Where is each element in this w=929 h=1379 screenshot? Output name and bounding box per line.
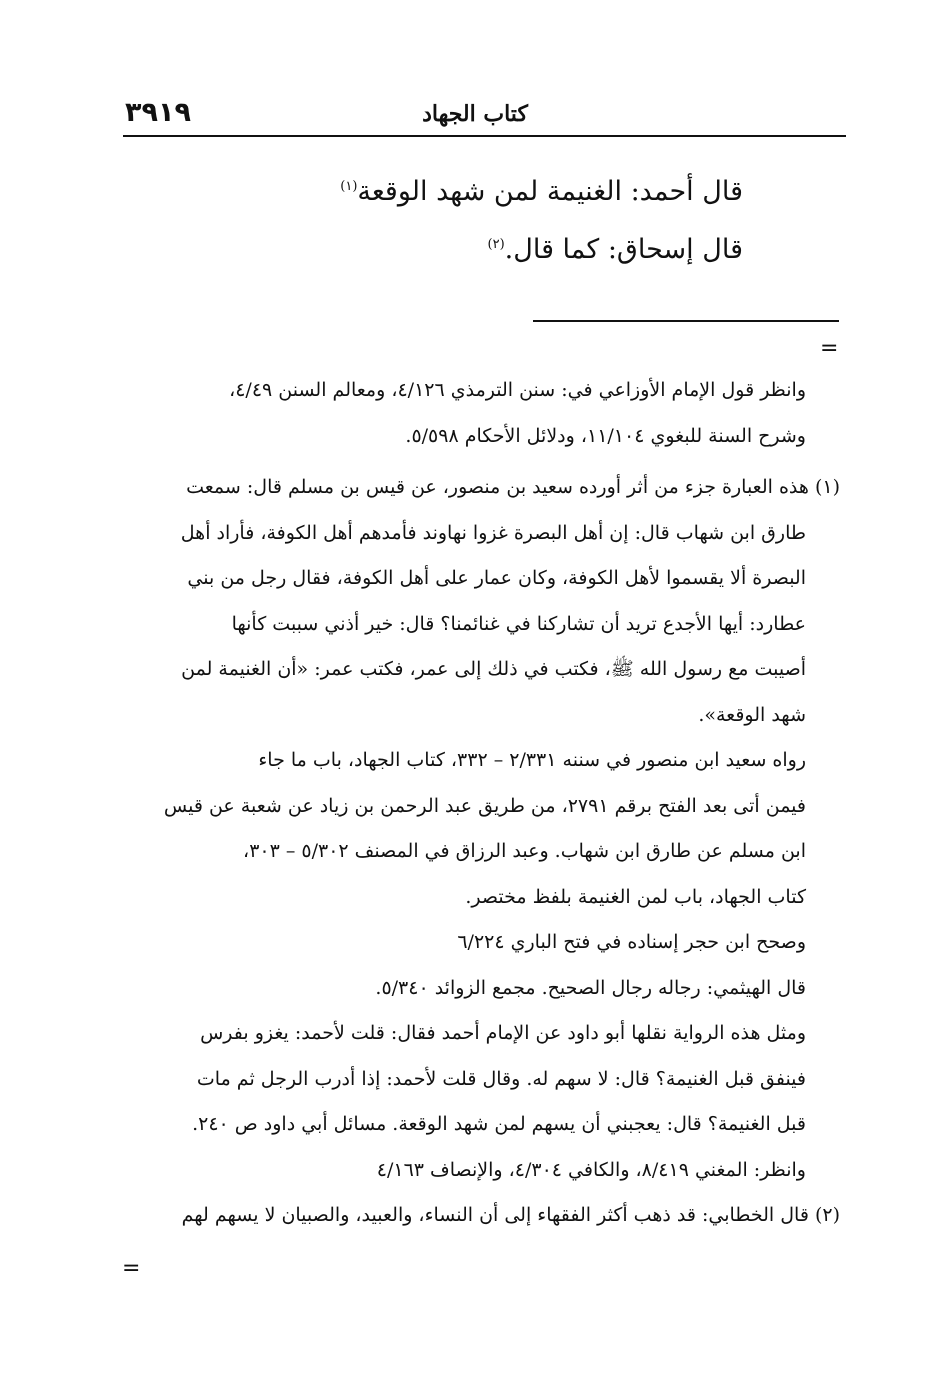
footnote-rule	[533, 320, 839, 322]
footnote-1-line: قبل الغنيمة؟ قال: يعجبني أن يسهم لمن شهد الوقعة. مسائل أبي داود ص ٢٤٠.	[192, 1113, 806, 1135]
main-line-1	[183, 163, 743, 221]
footnote-1-line: (١) هذه العبارة جزء من أثر أورده سعيد بن منصور، عن قيس بن مسلم قال: سمعت	[186, 476, 840, 498]
footnote-1-line: وصحح ابن حجر إسناده في فتح الباري ٦/٢٢٤	[457, 931, 806, 953]
footnote-1-line: فيمن أتى بعد الفتح برقم ٢٧٩١، من طريق عبد الرحمن بن زياد عن شعبة عن قيس	[163, 794, 806, 817]
footnote-1-line: عطارد: أيها الأجدع تريد أن تشاركنا في غنائمنا؟ قال: خير أذني سببت كأنها	[231, 612, 806, 635]
footnote-1-line: رواه سعيد ابن منصور في سننه ٢/٣٣١ – ٣٣٢، كتاب الجهاد، باب ما جاء	[258, 749, 806, 771]
header-rule	[123, 135, 846, 137]
footnote-1-line: أصيبت مع رسول الله ﷺ، فكتب في ذلك إلى عمر، فكتب عمر: «أن الغنيمة لمن	[181, 658, 806, 680]
page-number: ٣٩١٩	[125, 97, 191, 128]
continuation-mark-top: =	[820, 336, 839, 361]
footnote-line: وانظر قول الإمام الأوزاعي في: سنن الترمذي ٤/١٢٦، ومعالم السنن ٤/٤٩،	[229, 379, 806, 401]
footnotes	[122, 368, 840, 1239]
footnote-ref-1: (١)	[340, 179, 358, 194]
footnote-1-line: ابن مسلم عن طارق ابن شهاب. وعبد الرزاق في المصنف ٥/٣٠٢ – ٣٠٣،	[243, 840, 806, 862]
running-title: كتاب الجهاد	[422, 101, 528, 127]
footnote-1-line: قال الهيثمي: رجاله رجال الصحيح. مجمع الزوائد ٥/٣٤٠.	[375, 976, 806, 999]
footnote-1-line: البصرة ألا يقسموا لأهل الكوفة، وكان عمار على أهل الكوفة، فقال رجل من بني	[187, 567, 806, 589]
main-line-2-text: قال إسحاق: كما قال.	[504, 234, 743, 265]
footnote-1-line: فينفق قبل الغنيمة؟ قال: لا سهم له. وقال قلت لأحمد: إذا أدرب الرجل ثم مات	[196, 1067, 806, 1090]
footnote-1-line: شهد الوقعة».	[698, 703, 806, 726]
footnote-1-line: كتاب الجهاد، باب لمن الغنيمة بلفظ مختصر.	[465, 885, 806, 908]
continuation-mark-bottom: =	[122, 1256, 141, 1281]
main-line-2	[183, 221, 743, 279]
footnote-1-line: طارق ابن شهاب قال: إن أهل البصرة غزوا نهاوند فأمدهم أهل الكوفة، فأراد أهل	[180, 521, 806, 544]
main-text	[183, 163, 743, 279]
footnote-ref-2: (٢)	[487, 237, 505, 252]
footnote-1-line: ومثل هذه الرواية نقلها أبو داود عن الإمام أحمد فقال: قلت لأحمد: يغزو بفرس	[200, 1022, 806, 1044]
footnote-line: وشرح السنة للبغوي ١١/١٠٤، ودلائل الأحكام ٥/٥٩٨.	[405, 424, 806, 447]
main-line-1-text: قال أحمد: الغنيمة لمن شهد الوقعة	[357, 176, 743, 207]
footnote-2-line: (٢) قال الخطابي: قد ذهب أكثر الفقهاء إلى أن النساء، والعبيد، والصبيان لا يسهم لهم	[181, 1204, 840, 1226]
footnote-1-line: وانظر: المغني ٨/٤١٩، والكافي ٤/٣٠٤، والإنصاف ٤/١٦٣	[376, 1158, 806, 1181]
